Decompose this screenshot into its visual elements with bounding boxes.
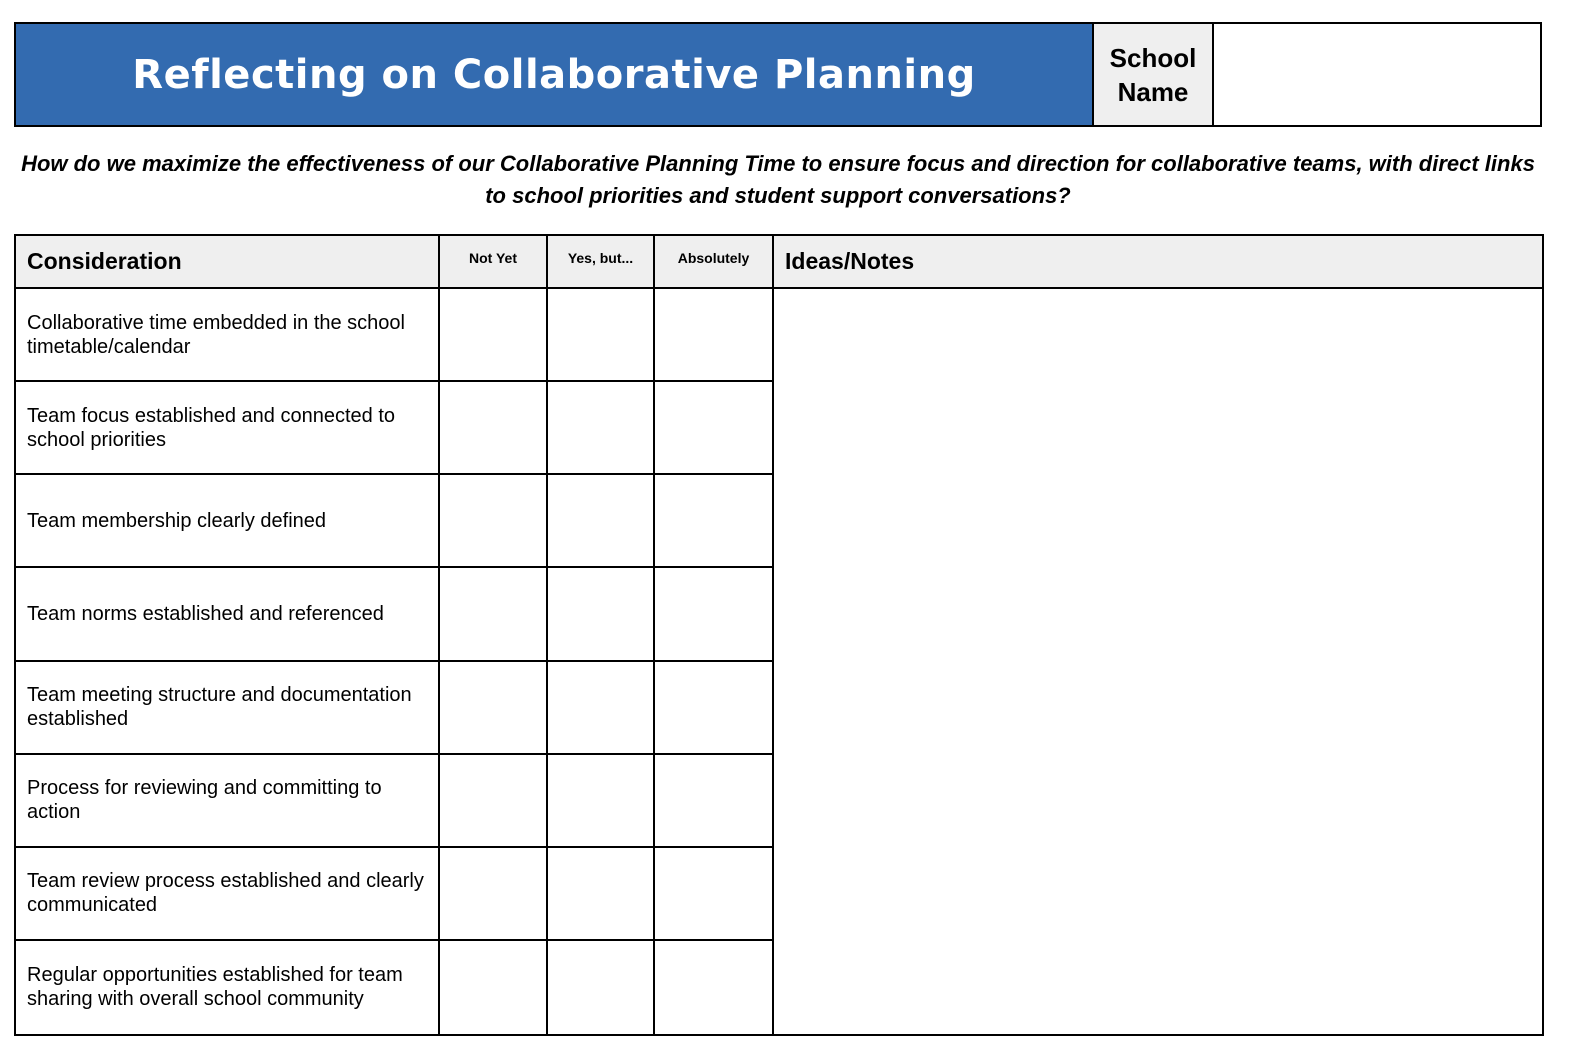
col-header-yes-but: Yes, but... xyxy=(548,236,655,289)
consideration-cell: Collaborative time embedded in the school timetable/calendar xyxy=(16,289,440,382)
rating-cell-absolutely[interactable] xyxy=(655,848,774,941)
rating-cell-absolutely[interactable] xyxy=(655,755,774,848)
page-title: Reflecting on Collaborative Planning xyxy=(132,51,976,98)
rating-cell-yes-but[interactable] xyxy=(548,382,655,475)
rating-cell-not-yet[interactable] xyxy=(440,755,548,848)
col-header-absolutely: Absolutely xyxy=(655,236,774,289)
consideration-cell: Team meeting structure and documentation established xyxy=(16,662,440,755)
title-banner xyxy=(16,24,1094,125)
rating-cell-not-yet[interactable] xyxy=(440,289,548,382)
rating-cell-yes-but[interactable] xyxy=(548,475,655,568)
rating-cell-not-yet[interactable] xyxy=(440,568,548,661)
consideration-cell: Team norms established and referenced xyxy=(16,568,440,661)
consideration-cell: Regular opportunities established for team sharing with overall school community xyxy=(16,941,440,1034)
rating-cell-not-yet[interactable] xyxy=(440,662,548,755)
rating-cell-not-yet[interactable] xyxy=(440,382,548,475)
school-label-line1: School xyxy=(1109,42,1197,73)
reflection-table xyxy=(14,234,1544,1036)
rating-cell-yes-but[interactable] xyxy=(548,941,655,1034)
rating-cell-absolutely[interactable] xyxy=(655,382,774,475)
rating-cell-absolutely[interactable] xyxy=(655,568,774,661)
rating-cell-yes-but[interactable] xyxy=(548,568,655,661)
col-header-not-yet: Not Yet xyxy=(440,236,548,289)
school-label-line2: Name xyxy=(1117,76,1189,107)
consideration-cell: Team focus established and connected to school priorities xyxy=(16,382,440,475)
col-header-ideas-notes: Ideas/Notes xyxy=(774,236,1542,289)
rating-cell-absolutely[interactable] xyxy=(655,289,774,382)
rating-cell-absolutely[interactable] xyxy=(655,662,774,755)
school-name-field[interactable] xyxy=(1214,24,1540,125)
rating-cell-absolutely[interactable] xyxy=(655,475,774,568)
rating-cell-not-yet[interactable] xyxy=(440,941,548,1034)
rating-cell-not-yet[interactable] xyxy=(440,848,548,941)
col-header-consideration: Consideration xyxy=(16,236,440,289)
rating-cell-yes-but[interactable] xyxy=(548,289,655,382)
rating-cell-yes-but[interactable] xyxy=(548,848,655,941)
school-name-label xyxy=(1094,24,1214,125)
rating-cell-absolutely[interactable] xyxy=(655,941,774,1034)
consideration-cell: Team membership clearly defined xyxy=(16,475,440,568)
rating-cell-yes-but[interactable] xyxy=(548,755,655,848)
ideas-notes-area[interactable] xyxy=(774,289,1542,1034)
guiding-question: How do we maximize the effectiveness of our Collaborative Planning Time to ensure focus and direction for collaborative teams, with direct links to school priorities and student support conversations? xyxy=(21,151,1535,208)
header-block xyxy=(14,22,1542,127)
rating-cell-yes-but[interactable] xyxy=(548,662,655,755)
consideration-cell: Team review process established and clearly communicated xyxy=(16,848,440,941)
rating-cell-not-yet[interactable] xyxy=(440,475,548,568)
consideration-cell: Process for reviewing and committing to action xyxy=(16,755,440,848)
